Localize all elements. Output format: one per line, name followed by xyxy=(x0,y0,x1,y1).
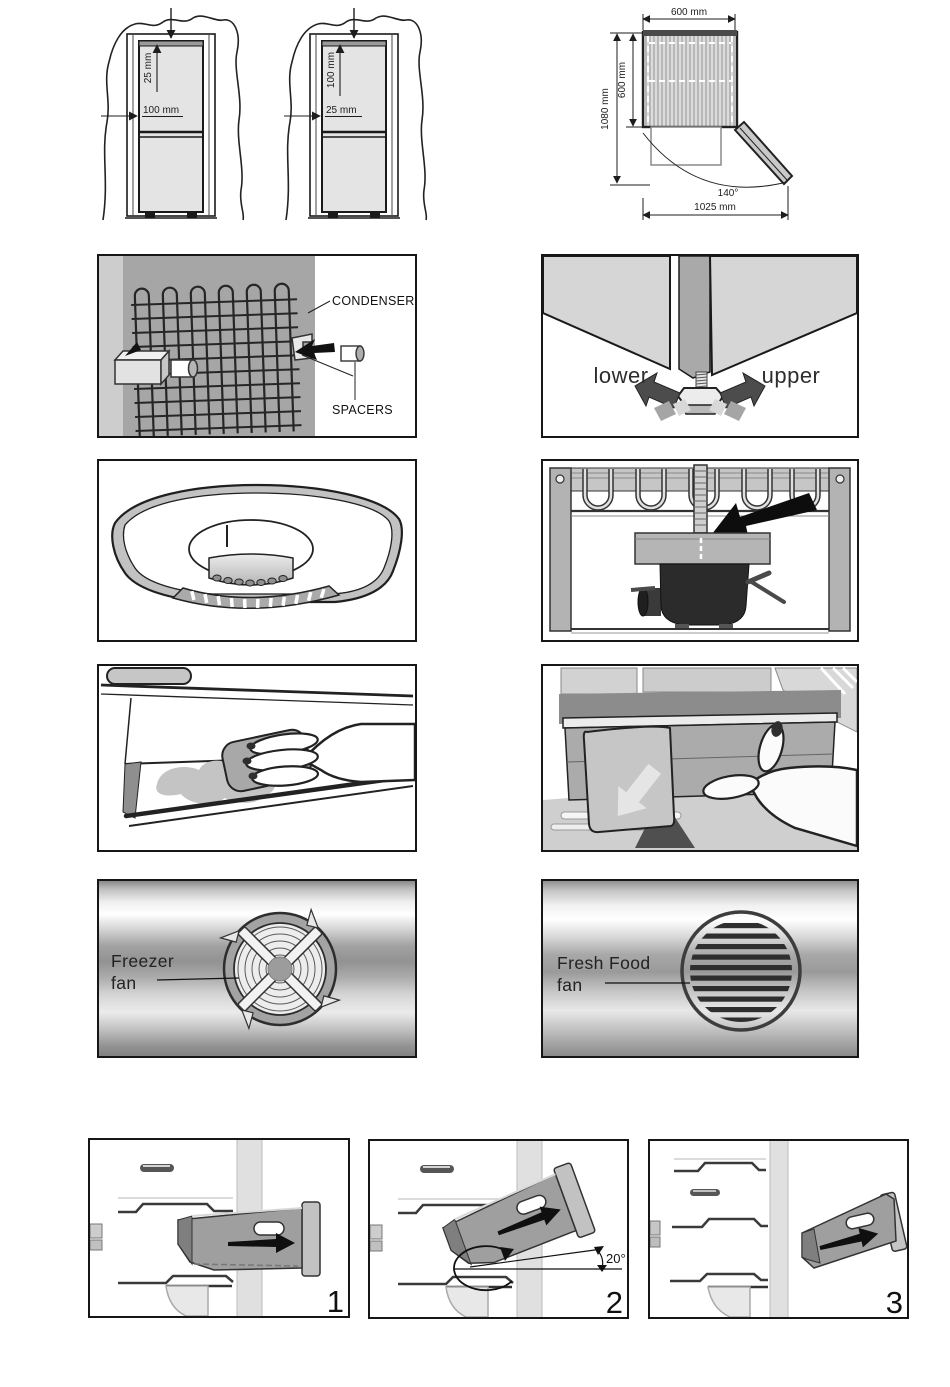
spacers-label: SPACERS xyxy=(332,403,393,417)
open-door xyxy=(735,122,792,184)
clearance-figure xyxy=(95,4,430,222)
drawer-step1-panel xyxy=(88,1138,350,1318)
fingernail xyxy=(249,773,258,780)
fresh-food-fan-drawing xyxy=(543,881,857,1056)
open-depth-label: 1025 mm xyxy=(694,202,736,213)
total-depth-label: 1080 mm xyxy=(600,88,611,130)
fresh-food-fan-label-line1: Fresh Food xyxy=(557,953,651,973)
interior-vent-drawing xyxy=(99,461,415,640)
interior-vent-panel xyxy=(97,459,417,642)
cabinet-section xyxy=(650,1141,788,1317)
fingernail xyxy=(247,743,256,750)
left-column xyxy=(550,468,571,631)
shelf-left-side xyxy=(123,762,141,818)
screw-right xyxy=(836,475,844,483)
condenser-panel xyxy=(97,254,417,438)
top-gap-label: 25 mm xyxy=(143,52,154,84)
side-gap-label: 25 mm xyxy=(326,105,357,116)
niche-left-unit xyxy=(101,8,243,220)
drain-pan xyxy=(635,533,770,564)
left-wall-edge xyxy=(125,698,131,764)
condenser-drawing xyxy=(99,256,415,436)
width-label: 600 mm xyxy=(670,7,708,18)
cabinet-top-view xyxy=(643,30,737,165)
drawer-step1-drawing xyxy=(90,1140,348,1316)
fan-hub xyxy=(268,957,292,981)
freezer-drawer-removed xyxy=(802,1192,907,1268)
refrigerator xyxy=(125,41,217,218)
refrigerator xyxy=(308,41,400,218)
step-number: 1 xyxy=(326,1284,344,1316)
cabinet-corner-strip xyxy=(679,256,710,378)
shelf-cleaning-drawing xyxy=(99,666,415,850)
compressor-panel xyxy=(541,459,859,642)
cover-removal-panel xyxy=(541,664,859,852)
freezer-fan-drawing xyxy=(99,881,415,1056)
condenser-label: CONDENSER xyxy=(332,294,415,308)
compressor-drawing xyxy=(543,461,857,640)
interior-lamp xyxy=(107,668,191,684)
step-number: 3 xyxy=(885,1285,903,1317)
shelf-item-left xyxy=(561,668,637,694)
drawer-step3-drawing xyxy=(650,1141,907,1317)
freezer-drawer-tilted xyxy=(437,1162,596,1280)
drawer-step2-drawing xyxy=(370,1141,627,1317)
door-angle-label: 140° xyxy=(717,188,739,199)
right-column xyxy=(829,468,850,631)
lower-label: lower xyxy=(593,363,649,388)
compressor xyxy=(631,564,784,629)
dimensions-figure xyxy=(588,2,870,230)
niche-right-unit xyxy=(284,8,426,220)
side-wall xyxy=(99,256,123,436)
freezer-drawer xyxy=(178,1202,320,1276)
leveling-drawing xyxy=(543,256,857,436)
cabinet-left-bottom xyxy=(543,256,670,369)
fresh-food-fan-panel xyxy=(541,879,859,1058)
clearance-drawing xyxy=(95,4,430,222)
cover-plate xyxy=(584,727,674,832)
ceiling-edge xyxy=(101,685,413,696)
drain-tube xyxy=(694,465,707,533)
leveling-panel xyxy=(541,254,859,438)
fresh-food-fan-label-line2: fan xyxy=(557,975,583,995)
step-number: 2 xyxy=(605,1285,623,1317)
fingernail xyxy=(243,758,252,765)
screw-left xyxy=(556,475,564,483)
cover-removal-drawing xyxy=(543,666,857,850)
drawer-step2-panel xyxy=(368,1139,629,1319)
shelf-cleaning-panel xyxy=(97,664,417,852)
cabinet-right-bottom xyxy=(710,256,857,375)
angle-label: 20° xyxy=(606,1251,626,1266)
upper-arrow xyxy=(720,373,765,408)
dimensions-drawing xyxy=(588,2,870,230)
drawer-handle-slot xyxy=(254,1222,284,1235)
freezer-fan-panel xyxy=(97,879,417,1058)
door-recess xyxy=(651,127,721,165)
shelf-item-right xyxy=(643,668,771,692)
vent-drum xyxy=(209,554,293,586)
upper-label: upper xyxy=(761,363,821,388)
right-spacer-clip xyxy=(292,334,364,361)
top-gap-label: 100 mm xyxy=(326,51,337,89)
depth-label: 600 mm xyxy=(617,61,628,99)
freezer-fan-label-line2: fan xyxy=(111,973,137,993)
freezer-fan-label-line1: Freezer xyxy=(111,951,175,971)
side-gap-label: 100 mm xyxy=(143,105,180,116)
drawer-step3-panel xyxy=(648,1139,909,1319)
